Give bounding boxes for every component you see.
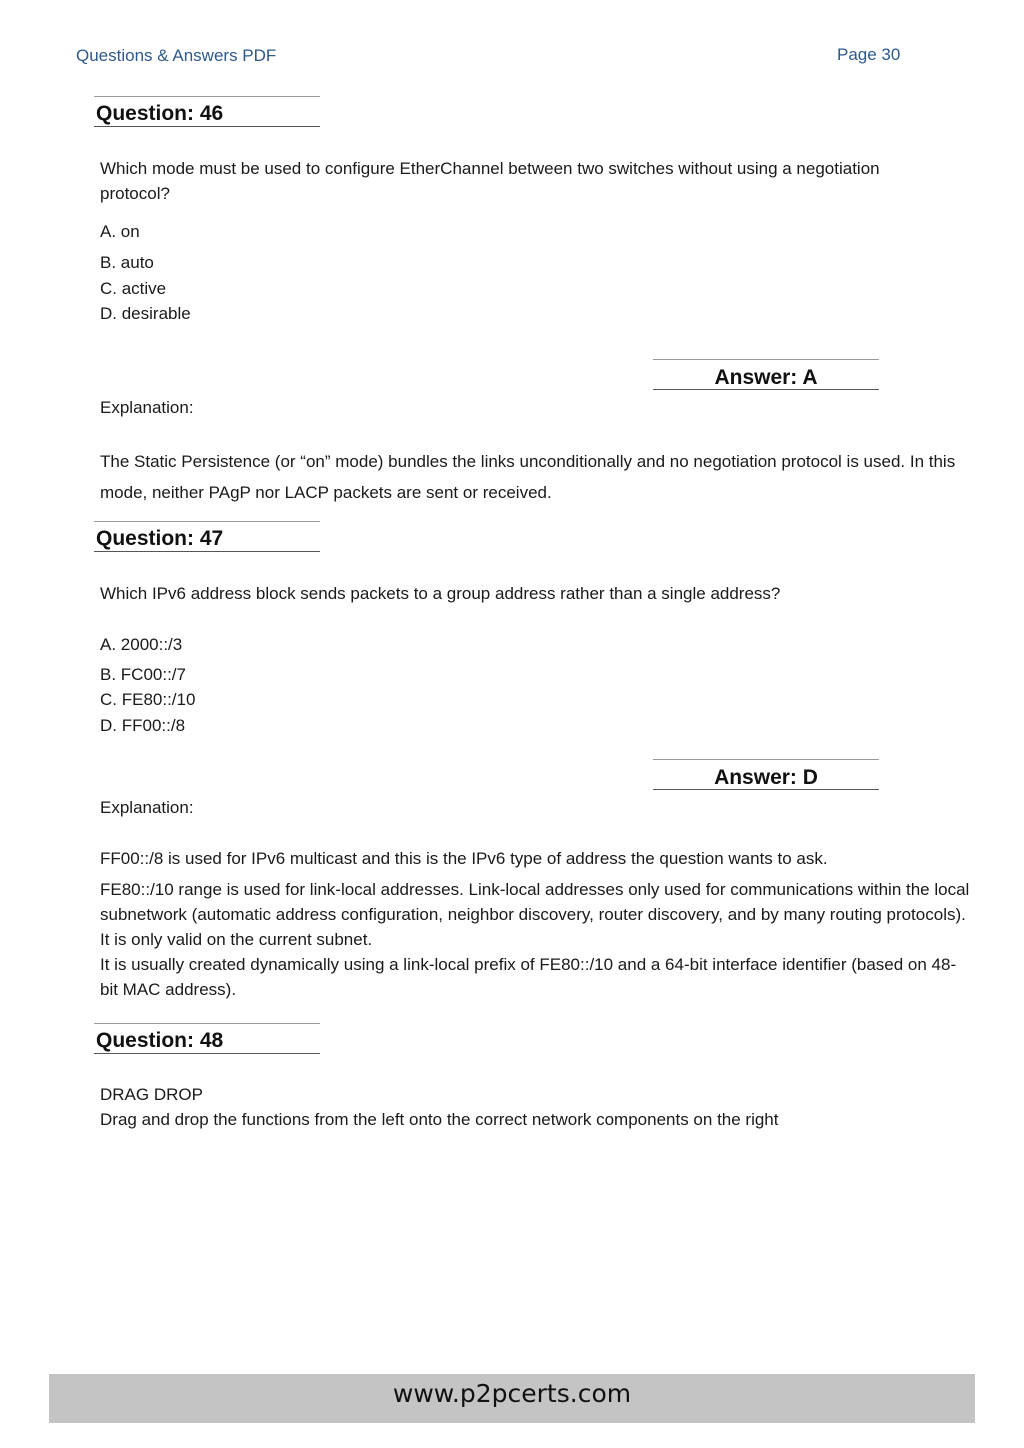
- question-type: DRAG DROP: [100, 1085, 203, 1104]
- explanation-line-1: FF00::/8 is used for IPv6 multicast and this is the IPv6 type of address the question wants to ask.: [100, 849, 828, 868]
- question-title: Question: 48: [96, 1029, 224, 1052]
- explanation-label: Explanation:: [100, 398, 194, 417]
- question-bottom-rule: [94, 551, 320, 552]
- question-bottom-rule: [94, 126, 320, 127]
- answer-bottom-rule: [653, 389, 879, 390]
- footer-bar: [49, 1374, 975, 1423]
- question-prompt: Which IPv6 address block sends packets to a group address rather than a single address?: [100, 584, 781, 603]
- answer-label: Answer: A: [714, 366, 818, 389]
- question-title: Question: 47: [96, 527, 224, 550]
- option-b: B. FC00::/7: [100, 665, 186, 684]
- question-bottom-rule: [94, 1053, 320, 1054]
- answer-bottom-rule: [653, 789, 879, 790]
- question-prompt: Which mode must be used to configure EtherChannel between two switches without using a negotiation protocol?: [100, 159, 880, 203]
- option-c: C. active: [100, 279, 167, 298]
- answer-label: Answer: D: [714, 766, 818, 789]
- option-d: D. FF00::/8: [100, 716, 186, 735]
- option-a: A. on: [100, 222, 140, 241]
- question-top-rule: [94, 1023, 320, 1024]
- question-title: Question: 46: [96, 102, 224, 125]
- question-top-rule: [94, 96, 320, 97]
- answer-top-rule: [653, 359, 879, 360]
- question-top-rule: [94, 521, 320, 522]
- option-b: B. auto: [100, 253, 154, 272]
- footer-url[interactable]: www.p2pcerts.com: [392, 1379, 632, 1408]
- explanation-text: The Static Persistence (or “on” mode) bundles the links unconditionally and no negotiation protocol is used. In this mode, neither PAgP nor LACP packets are sent or received.: [100, 452, 956, 502]
- page-number: Page 30: [837, 45, 901, 64]
- option-c: C. FE80::/10: [100, 690, 196, 709]
- question-prompt: Drag and drop the functions from the left onto the correct network components on the right: [100, 1110, 779, 1129]
- option-d: D. desirable: [100, 304, 191, 323]
- answer-top-rule: [653, 759, 879, 760]
- explanation-line-2: FE80::/10 range is used for link-local addresses. Link-local addresses only used for communications within the local subnetwork (automatic address configuration, neighbor discovery, router discovery, and by many routing protocols). It is only valid on the current subnet.: [100, 880, 970, 949]
- header-title: Questions & Answers PDF: [76, 46, 277, 65]
- option-a: A. 2000::/3: [100, 635, 183, 654]
- explanation-line-3: It is usually created dynamically using a link-local prefix of FE80::/10 and a 64-bit interface identifier (based on 48-bit MAC address).: [100, 955, 957, 999]
- explanation-label: Explanation:: [100, 798, 194, 817]
